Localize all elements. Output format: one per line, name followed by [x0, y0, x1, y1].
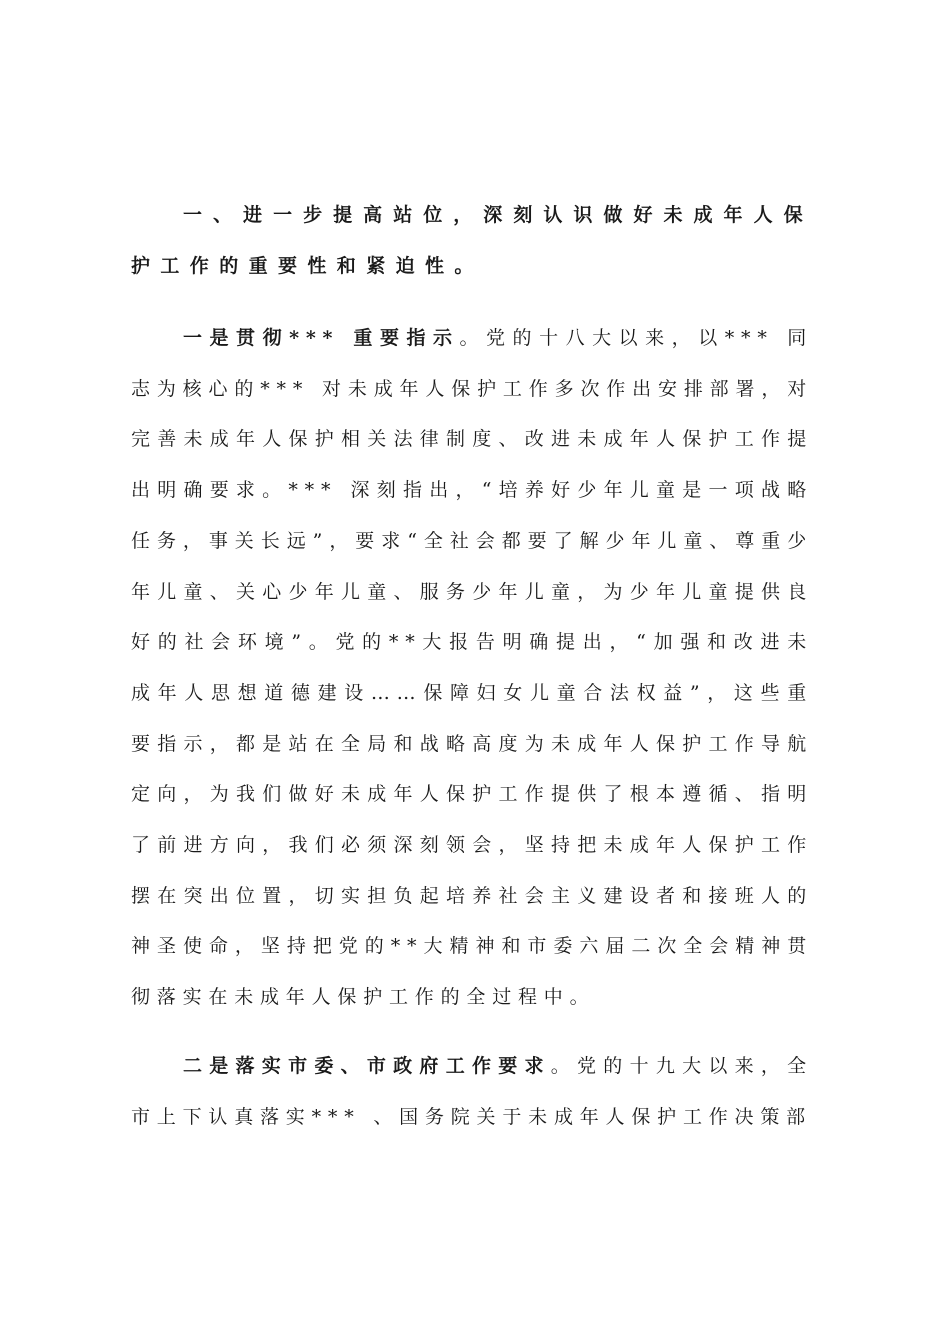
- paragraph-1-body: 。党的十八大以来，以*** 同志为核心的*** 对未成年人保护工作多次作出安排部署，对完善未成年人保护相关法律制度、改进未成年人保护工作提出明确要求。*** 深刻指出，“培养好少年儿童是一项战略任务，事关长远”，要求“全社会都要了解少年儿童、尊重少年儿童、关心少年儿童、服务少年儿童，为少年儿童提供良好的社会环境”。党的**大报告明确提出，“加强和改进未成年人思想道德建设……保障妇女儿童合法权益”，这些重要指示，都是站在全局和战略高度为未成年人保护工作导航定向，为我们做好未成年人保护工作提供了根本遵循、指明了前进方向，我们必须深刻领会，坚持把未成年人保护工作摆在突出位置，切实担负起培养社会主义建设者和接班人的神圣使命，坚持把党的**大精神和市委六届二次全会精神贯彻落实在未成年人保护工作的全过程中。: [131, 327, 813, 1009]
- paragraph-2-lead: 二是落实市委、市政府工作要求: [183, 1054, 551, 1077]
- paragraph-1-lead: 一是贯彻*** 重要指示: [183, 327, 460, 349]
- paragraph-1: [131, 313, 813, 1023]
- paragraph-2-body: 。党的十九大以来，全市上下认真落实*** 、国务院关于未成年人保护工作决策部: [131, 1054, 813, 1128]
- section-heading: 一、进一步提高站位，深刻认识做好未成年人保护工作的重要性和紧迫性。: [131, 204, 813, 277]
- paragraph-2: [131, 1041, 813, 1142]
- document-page: [131, 190, 813, 1142]
